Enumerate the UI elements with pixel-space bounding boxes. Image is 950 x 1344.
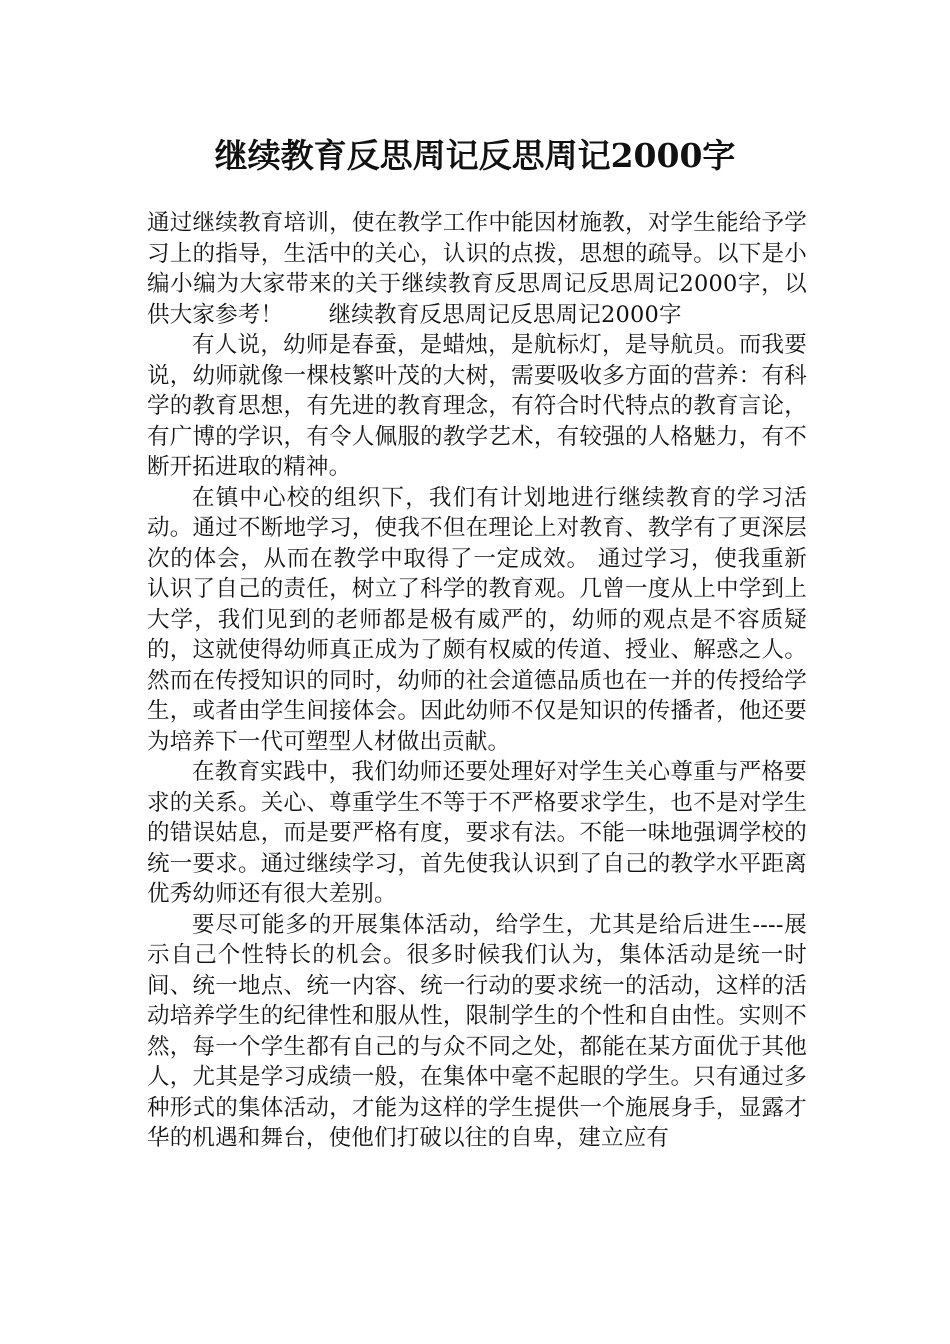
paragraph-4: 要尽可能多的开展集体活动，给学生，尤其是给后进生----展示自己个性特长的机会。很多时候我们认为，集体活动是统一时间、统一地点、统一内容、统一行动的要求统一的活动，这样的活动培养学生的纪律性和服从性，限制学生的个性和自由性。实则不然，每一个学生都有自己的与众不同之处，都能在某方面优于其他人，尤其是学习成绩一般，在集体中毫不起眼的学生。只有通过多种形式的集体活动，才能为这样的学生提供一个施展身手，显露才华的机遇和舞台，使他们打破以往的自卑，建立应有 (147, 911, 807, 1151)
paragraph-3: 在教育实践中，我们幼师还要处理好对学生关心尊重与严格要求的关系。关心、尊重学生不等于不严格要求学生，也不是对学生的错误姑息，而是要严格有度，要求有法。不能一味地强调学校的统一要求。通过继续学习，首先使我认识到了自己的教学水平距离优秀幼师还有很大差别。 (147, 759, 807, 907)
document-body (147, 208, 807, 1154)
document-title: 继续教育反思周记反思周记2000字 (214, 136, 736, 175)
paragraph-2: 在镇中心校的组织下，我们有计划地进行继续教育的学习活动。通过不断地学习，使我不但在理论上对教育、教学有了更深层次的体会，从而在教学中取得了一定成效。 通过学习，使我重新认识了自己的责任，树立了科学的教育观。几曾一度从上中学到上大学，我们见到的老师都是极有威严的，幼师的观点是不容质疑的，这就使得幼师真正成为了颇有权威的传道、授业、解惑之人。然而在传授知识的同时，幼师的社会道德品质也在一并的传授给学生，或者由学生间接体会。因此幼师不仅是知识的传播者，他还要为培养下一代可塑型人材做出贡献。 (147, 484, 807, 755)
paragraph-1: 有人说，幼师是春蚕，是蜡烛，是航标灯，是导航员。而我要说，幼师就像一棵枝繁叶茂的大树，需要吸收多方面的营养：有科学的教育思想，有先进的教育理念，有符合时代特点的教育言论，有广博的学识，有令人佩服的教学艺术，有较强的人格魅力，有不断开拓进取的精神。 (147, 332, 807, 480)
paragraph-intro: 通过继续教育培训，使在教学工作中能因材施教，对学生能给予学习上的指导，生活中的关心，认识的点拨，思想的疏导。以下是小编小编为大家带来的关于继续教育反思周记反思周记2000字，以供大家参考！ 继续教育反思周记反思周记2000字 (147, 210, 807, 328)
